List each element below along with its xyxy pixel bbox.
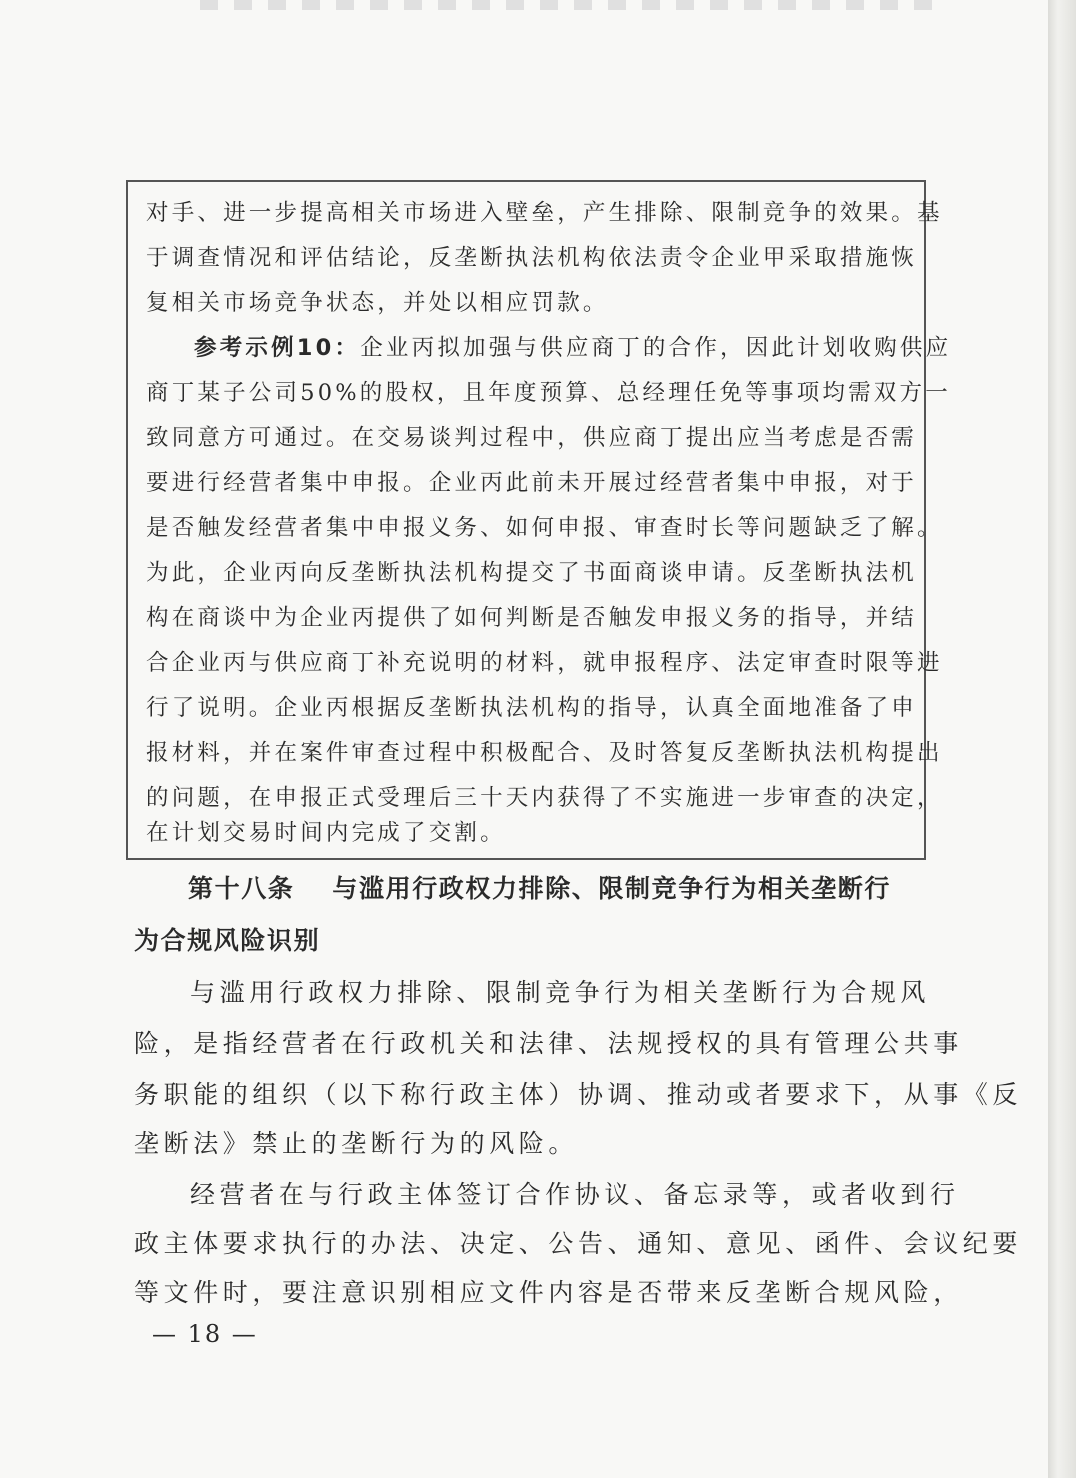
page-number: — 18 — xyxy=(152,1320,258,1348)
box-line: 商丁某子公司50%的股权，且年度预算、总经理任免等事项均需双方一 xyxy=(146,380,951,406)
box-line: 合企业丙与供应商丁补充说明的材料，就申报程序、法定审查时限等进 xyxy=(146,650,943,676)
article-title-line2: 为合规风险识别 xyxy=(134,926,321,955)
paragraph-line: 政主体要求执行的办法、决定、公告、通知、意见、函件、会议纪要 xyxy=(134,1229,1023,1258)
paragraph-line: 务职能的组织（以下称行政主体）协调、推动或者要求下，从事《反 xyxy=(134,1080,1023,1109)
box-line: 是否触发经营者集中申报义务、如何申报、审查时长等问题缺乏了解。 xyxy=(146,515,943,541)
page-edge xyxy=(1048,0,1076,1478)
box-line: 对手、进一步提高相关市场进入壁垒，产生排除、限制竞争的效果。基 xyxy=(146,200,943,226)
box-line: 构在商谈中为企业丙提供了如何判断是否触发申报义务的指导，并结 xyxy=(146,605,918,631)
example-box xyxy=(126,180,952,860)
article-heading xyxy=(188,872,891,906)
paragraph-line: 垄断法》禁止的垄断行为的风险。 xyxy=(134,1129,579,1158)
box-line: 参考示例10：企业丙拟加强与供应商丁的合作，因此计划收购供应 xyxy=(194,335,952,361)
box-line: 致同意方可通过。在交易谈判过程中，供应商丁提出应当考虑是否需 xyxy=(146,425,918,451)
bleed-through-text xyxy=(200,0,940,10)
paragraph-line: 险，是指经营者在行政机关和法律、法规授权的具有管理公共事 xyxy=(134,1029,963,1058)
paragraph-line: 经营者在与行政主体签订合作协议、备忘录等，或者收到行 xyxy=(190,1180,960,1209)
box-line: 要进行经营者集中申报。企业丙此前未开展过经营者集中申报，对于 xyxy=(146,470,918,496)
box-line: 为此，企业丙向反垄断执法机构提交了书面商谈申请。反垄断执法机 xyxy=(146,560,918,586)
article-title-line1: 与滥用行政权力排除、限制竞争行为相关垄断行 xyxy=(332,874,892,903)
paragraph-line: 等文件时，要注意识别相应文件内容是否带来反垄断合规风险， xyxy=(134,1278,963,1307)
box-line: 复相关市场竞争状态，并处以相应罚款。 xyxy=(146,290,609,316)
article-number: 第十八条 xyxy=(188,874,295,903)
box-line: 报材料，并在案件审查过程中积极配合、及时答复反垄断执法机构提出 xyxy=(146,740,943,766)
paragraph-line: 与滥用行政权力排除、限制竞争行为相关垄断行为合规风 xyxy=(190,978,931,1007)
box-line: 的问题，在申报正式受理后三十天内获得了不实施进一步审查的决定， xyxy=(146,785,943,811)
box-line: 行了说明。企业丙根据反垄断执法机构的指导，认真全面地准备了申 xyxy=(146,695,918,721)
example-label: 参考示例10： xyxy=(194,335,361,361)
box-line: 在计划交易时间内完成了交割。 xyxy=(146,820,506,846)
box-line: 于调查情况和评估结论，反垄断执法机构依法责令企业甲采取措施恢 xyxy=(146,245,918,271)
